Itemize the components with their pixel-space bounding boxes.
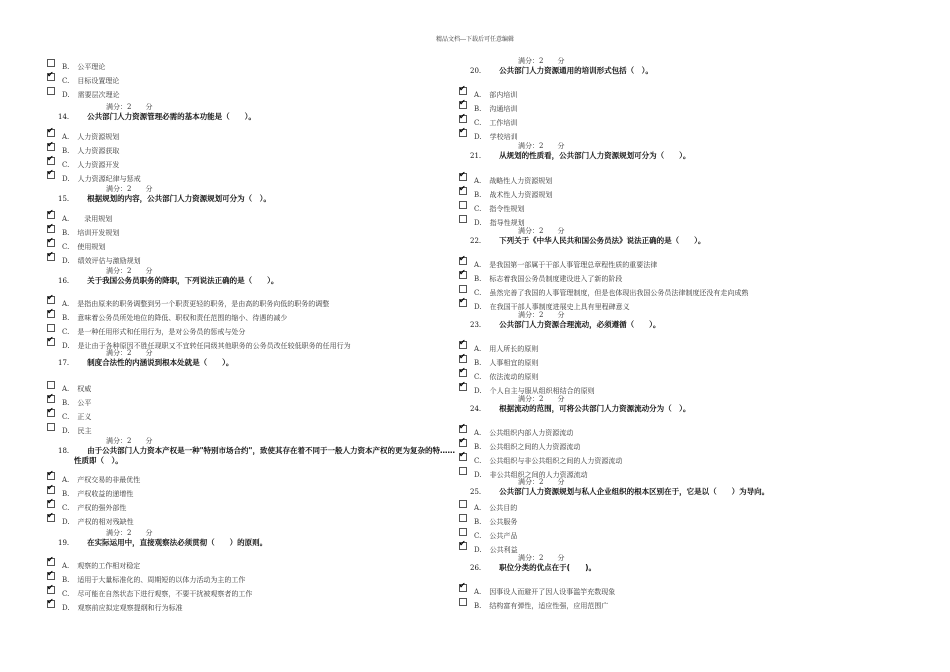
option-text: 公共服务 bbox=[489, 518, 518, 526]
option-text: 公共组织内部人力资源流动 bbox=[489, 429, 574, 437]
option-checkbox[interactable] bbox=[459, 215, 467, 223]
option-line bbox=[62, 160, 119, 170]
option-checkbox[interactable] bbox=[47, 409, 55, 417]
option-text: 虽然完善了我国的人事管理制度，但是也体现出我国公务员法律制度还没有走向成熟 bbox=[489, 289, 749, 297]
option-line bbox=[62, 398, 91, 408]
option-text: 沟通培训 bbox=[489, 105, 518, 113]
option-line bbox=[474, 118, 517, 128]
option-checkbox[interactable] bbox=[47, 73, 55, 81]
option-letter: C. bbox=[474, 457, 482, 465]
option-text: 指令性规划 bbox=[489, 205, 525, 213]
option-letter: C. bbox=[62, 504, 70, 512]
option-line bbox=[62, 214, 112, 224]
score-label: 满分：2 分 bbox=[106, 437, 153, 445]
option-line bbox=[62, 384, 91, 394]
option-line bbox=[62, 228, 119, 238]
score-label: 满分：2 分 bbox=[518, 395, 565, 403]
score-label: 满分：2 分 bbox=[106, 529, 153, 537]
option-letter: D. bbox=[62, 175, 70, 183]
question-number: 26. bbox=[470, 564, 482, 572]
option-text: 民主 bbox=[77, 427, 92, 435]
option-line bbox=[62, 62, 105, 72]
option-line bbox=[474, 90, 517, 100]
option-letter: C. bbox=[62, 161, 70, 169]
option-checkbox[interactable] bbox=[47, 381, 55, 389]
question-title bbox=[470, 320, 660, 330]
option-line bbox=[62, 489, 133, 499]
option-text: 适用于大量标准化的、周期短的以体力活动为主的工作 bbox=[77, 576, 246, 584]
option-checkbox[interactable] bbox=[47, 59, 55, 67]
option-line bbox=[62, 256, 141, 266]
question-text-continued: 性质即（ ）。 bbox=[74, 456, 123, 465]
question-title bbox=[58, 538, 267, 548]
option-line bbox=[474, 344, 538, 354]
option-line bbox=[62, 426, 92, 436]
option-letter: D. bbox=[62, 257, 70, 265]
option-line bbox=[474, 503, 517, 513]
option-letter: A. bbox=[474, 177, 482, 185]
option-line bbox=[474, 442, 580, 452]
option-text: 因事设人而避开了因人设事滥竽充数现象 bbox=[489, 588, 616, 596]
option-text: 工作培训 bbox=[489, 119, 518, 127]
option-line bbox=[474, 104, 517, 114]
question-text: 公共部门人力资源合理流动，必须遵循（ ）。 bbox=[499, 320, 661, 329]
option-line bbox=[474, 132, 518, 142]
option-text: 是指由原来的职务调整到另一个职责更轻的职务，是由高的职务向低的职务的调整 bbox=[77, 300, 330, 308]
option-line bbox=[62, 146, 119, 156]
option-checkbox[interactable] bbox=[47, 472, 55, 480]
option-letter: C. bbox=[62, 413, 70, 421]
option-checkbox[interactable] bbox=[459, 453, 467, 461]
question-number: 17. bbox=[58, 359, 70, 367]
question-text: 根据流动的范围，可将公共部门人力资源流动分为（ ）。 bbox=[499, 404, 691, 413]
question-title bbox=[58, 112, 256, 122]
option-letter: C. bbox=[474, 289, 482, 297]
option-checkbox[interactable] bbox=[459, 369, 467, 377]
option-line bbox=[62, 503, 126, 513]
option-checkbox[interactable] bbox=[47, 157, 55, 165]
option-text: 部内培训 bbox=[489, 91, 518, 99]
option-text: 结构富有弹性，适应性强，应用范围广 bbox=[489, 602, 609, 610]
question-number: 21. bbox=[470, 152, 482, 160]
question-number: 20. bbox=[470, 67, 482, 75]
option-checkbox[interactable] bbox=[459, 341, 467, 349]
option-text: 战术性人力资源规划 bbox=[489, 191, 553, 199]
question-title bbox=[470, 151, 690, 161]
question-title bbox=[58, 446, 455, 456]
option-checkbox[interactable] bbox=[47, 338, 55, 346]
option-letter: D. bbox=[474, 471, 482, 479]
option-letter: C. bbox=[474, 373, 482, 381]
option-line bbox=[474, 428, 573, 438]
option-letter: B. bbox=[474, 359, 482, 367]
option-checkbox[interactable] bbox=[459, 299, 467, 307]
option-letter: B. bbox=[62, 63, 70, 71]
option-checkbox[interactable] bbox=[47, 486, 55, 494]
option-checkbox[interactable] bbox=[459, 542, 467, 550]
option-line bbox=[62, 589, 252, 599]
option-checkbox[interactable] bbox=[47, 310, 55, 318]
option-text: 是让由于各种原因不胜任现职又不宜转任同级其他职务的公务员改任较低职务的任用行为 bbox=[77, 342, 351, 350]
option-text: 非公共组织之间的人力资源流动 bbox=[489, 471, 588, 479]
question-number: 19. bbox=[58, 539, 70, 547]
option-line bbox=[474, 288, 748, 298]
option-checkbox[interactable] bbox=[459, 439, 467, 447]
option-line bbox=[474, 260, 657, 270]
option-line bbox=[474, 545, 518, 555]
option-checkbox[interactable] bbox=[459, 257, 467, 265]
score-label: 满分：2 分 bbox=[518, 57, 565, 65]
option-line bbox=[62, 575, 245, 585]
option-text: 战略性人力资源规划 bbox=[489, 177, 553, 185]
option-line bbox=[62, 299, 329, 309]
option-text: 观察前应拟定观察提纲和行为标准 bbox=[77, 604, 183, 612]
option-line bbox=[62, 242, 105, 252]
option-letter: B. bbox=[62, 229, 70, 237]
question-text: 从规划的性质看，公共部门人力资源规划可分为（ ）。 bbox=[499, 151, 691, 160]
option-letter: A. bbox=[62, 300, 70, 308]
option-text: 正义 bbox=[77, 413, 92, 421]
option-letter: B. bbox=[62, 147, 70, 155]
option-checkbox[interactable] bbox=[459, 355, 467, 363]
question-title bbox=[470, 66, 653, 76]
option-letter: B. bbox=[474, 105, 482, 113]
option-line bbox=[62, 90, 120, 100]
option-text: 人力资源规划 bbox=[77, 133, 120, 141]
option-line bbox=[62, 174, 141, 184]
option-text: 产权的相对残缺性 bbox=[77, 518, 134, 526]
option-line bbox=[62, 475, 140, 485]
option-letter: D. bbox=[474, 133, 482, 141]
question-title bbox=[58, 194, 271, 204]
option-letter: D. bbox=[62, 342, 70, 350]
option-letter: A. bbox=[474, 261, 482, 269]
score-label: 满分：2 分 bbox=[518, 142, 565, 150]
option-text: 培训开发规划 bbox=[77, 229, 120, 237]
option-text: 公平 bbox=[77, 399, 92, 407]
option-letter: B. bbox=[474, 518, 482, 526]
option-text: 人事相宜的原则 bbox=[489, 359, 539, 367]
option-line bbox=[62, 517, 134, 527]
option-line bbox=[474, 204, 524, 214]
option-letter: C. bbox=[62, 590, 70, 598]
option-letter: D. bbox=[62, 91, 70, 99]
option-line bbox=[62, 76, 119, 86]
option-letter: D. bbox=[62, 427, 70, 435]
option-text: 公平理论 bbox=[77, 63, 106, 71]
option-text: 是我国第一部属于干部人事管理总章程性质的重要法律 bbox=[489, 261, 658, 269]
question-text: 关于我国公务员职务的降职，下列说法正确的是（ ）。 bbox=[87, 276, 279, 285]
option-text: 绩效评估与激励规划 bbox=[77, 257, 141, 265]
option-letter: B. bbox=[62, 314, 70, 322]
option-letter: C. bbox=[474, 532, 482, 540]
option-line bbox=[474, 587, 615, 597]
option-checkbox[interactable] bbox=[47, 423, 55, 431]
option-checkbox[interactable] bbox=[47, 143, 55, 151]
option-text: 公共产品 bbox=[489, 532, 518, 540]
option-line bbox=[474, 601, 608, 611]
option-checkbox[interactable] bbox=[47, 600, 55, 608]
question-text: 由于公共部门人力资本产权是一种"特别市场合约"，致使其存在着不同于一般人力资本产权的更为复杂的特…… bbox=[87, 446, 455, 455]
option-letter: B. bbox=[474, 443, 482, 451]
score-label: 满分：2 分 bbox=[518, 311, 565, 319]
option-text: 公共组织之间的人力资源流动 bbox=[489, 443, 581, 451]
option-checkbox[interactable] bbox=[459, 271, 467, 279]
option-letter: B. bbox=[474, 602, 482, 610]
option-text: 在我国干部人事制度进展史上具有里程碑意义 bbox=[489, 303, 630, 311]
option-text: 意味着公务员所处地位的降低、职权和责任范围的缩小、待遇的减少 bbox=[77, 314, 288, 322]
option-letter: B. bbox=[62, 576, 70, 584]
question-text: 公共部门人力资源管理必需的基本功能是（ ）。 bbox=[87, 112, 256, 121]
question-title bbox=[58, 276, 278, 286]
question-number: 18. bbox=[58, 447, 70, 455]
option-letter: C. bbox=[474, 119, 482, 127]
option-letter: C. bbox=[474, 205, 482, 213]
option-line bbox=[474, 372, 538, 382]
option-letter: A. bbox=[62, 562, 70, 570]
question-title bbox=[470, 563, 596, 573]
option-letter: A. bbox=[474, 345, 482, 353]
score-label: 满分：2 分 bbox=[106, 103, 153, 111]
option-text: 录用规划 bbox=[77, 215, 113, 223]
option-checkbox[interactable] bbox=[459, 129, 467, 137]
option-text: 人力资源获取 bbox=[77, 147, 120, 155]
option-text: 标志着我国公务员制度建设进入了新的阶段 bbox=[489, 275, 623, 283]
option-letter: D. bbox=[474, 546, 482, 554]
question-text: 下列关于《中华人民共和国公务员法》说法正确的是（ ）。 bbox=[499, 236, 706, 245]
option-checkbox[interactable] bbox=[47, 171, 55, 179]
option-text: 权威 bbox=[77, 385, 92, 393]
option-checkbox[interactable] bbox=[459, 173, 467, 181]
option-line bbox=[474, 517, 517, 527]
option-checkbox[interactable] bbox=[47, 586, 55, 594]
option-letter: A. bbox=[62, 133, 70, 141]
option-line bbox=[62, 603, 183, 613]
option-checkbox[interactable] bbox=[47, 87, 55, 95]
option-line bbox=[62, 412, 91, 422]
option-checkbox[interactable] bbox=[47, 572, 55, 580]
option-text: 产权的强外部性 bbox=[77, 504, 127, 512]
option-line bbox=[474, 218, 525, 228]
option-text: 产权收益的递增性 bbox=[77, 490, 134, 498]
option-text: 个人自主与服从组织相结合的原则 bbox=[489, 387, 595, 395]
question-text: 公共部门人力资源通用的培训形式包括（ ）。 bbox=[499, 66, 653, 75]
question-number: 15. bbox=[58, 195, 70, 203]
question-title bbox=[470, 236, 705, 246]
option-line bbox=[62, 561, 140, 571]
score-label: 满分：2 分 bbox=[518, 478, 565, 486]
option-letter: C. bbox=[62, 328, 70, 336]
option-letter: B. bbox=[62, 399, 70, 407]
option-checkbox[interactable] bbox=[47, 211, 55, 219]
option-text: 使用规划 bbox=[77, 243, 106, 251]
option-letter: A. bbox=[474, 91, 482, 99]
option-checkbox[interactable] bbox=[459, 514, 467, 522]
option-letter: A. bbox=[474, 504, 482, 512]
option-letter: A. bbox=[474, 429, 482, 437]
option-line bbox=[474, 456, 622, 466]
question-number: 24. bbox=[470, 405, 482, 413]
question-number: 23. bbox=[470, 321, 482, 329]
page-header-note: 精品文档---下载后可任意编辑 bbox=[435, 36, 515, 43]
option-checkbox[interactable] bbox=[459, 528, 467, 536]
question-text: 根据规划的内容，公共部门人力资源规划可分为（ ）。 bbox=[87, 194, 271, 203]
option-checkbox[interactable] bbox=[459, 425, 467, 433]
option-letter: B. bbox=[474, 191, 482, 199]
option-text: 指导性规划 bbox=[489, 219, 525, 227]
option-line bbox=[474, 176, 552, 186]
option-text: 人力资源纪律与惩戒 bbox=[77, 175, 141, 183]
option-text: 目标设置理论 bbox=[77, 77, 120, 85]
score-label: 满分：2 分 bbox=[518, 554, 565, 562]
option-checkbox[interactable] bbox=[47, 296, 55, 304]
option-text: 公共利益 bbox=[489, 546, 518, 554]
option-letter: A. bbox=[474, 588, 482, 596]
option-letter: B. bbox=[62, 490, 70, 498]
score-label: 满分：2 分 bbox=[106, 185, 153, 193]
option-letter: D. bbox=[474, 303, 482, 311]
question-text: 制度合法性的内涵说到根本处就是（ ）。 bbox=[87, 358, 234, 367]
option-checkbox[interactable] bbox=[47, 253, 55, 261]
option-line bbox=[474, 274, 622, 284]
question-title bbox=[58, 358, 233, 368]
option-checkbox[interactable] bbox=[459, 285, 467, 293]
question-number: 14. bbox=[58, 113, 70, 121]
option-checkbox[interactable] bbox=[459, 598, 467, 606]
question-title bbox=[470, 404, 690, 414]
option-checkbox[interactable] bbox=[459, 383, 467, 391]
score-label: 满分：2 分 bbox=[106, 349, 153, 357]
option-text: 用人所长的原则 bbox=[489, 345, 539, 353]
option-checkbox[interactable] bbox=[459, 87, 467, 95]
option-checkbox[interactable] bbox=[47, 395, 55, 403]
option-checkbox[interactable] bbox=[459, 584, 467, 592]
option-letter: C. bbox=[62, 243, 70, 251]
option-checkbox[interactable] bbox=[47, 324, 55, 332]
option-letter: D. bbox=[474, 387, 482, 395]
option-checkbox[interactable] bbox=[47, 129, 55, 137]
option-text: 产权交易的非最优性 bbox=[77, 476, 141, 484]
option-checkbox[interactable] bbox=[47, 558, 55, 566]
option-text: 是一种任用形式和任用行为，是对公务员的惩戒与处分 bbox=[77, 328, 246, 336]
question-number: 25. bbox=[470, 488, 482, 496]
option-text: 人力资源开发 bbox=[77, 161, 120, 169]
question-text: 在实际运用中，直接观察法必须贯彻（ ）的原则。 bbox=[87, 538, 268, 547]
option-letter: C. bbox=[62, 77, 70, 85]
question-text: 职位分类的优点在于( )。 bbox=[499, 563, 596, 572]
option-line bbox=[474, 358, 538, 368]
option-text: 尽可能在自然状态下进行观察，不要干扰被观察者的工作 bbox=[77, 590, 253, 598]
option-checkbox[interactable] bbox=[459, 115, 467, 123]
option-text: 公共组织与非公共组织之间的人力资源流动 bbox=[489, 457, 623, 465]
option-checkbox[interactable] bbox=[47, 514, 55, 522]
option-letter: A. bbox=[62, 385, 70, 393]
option-text: 公共目的 bbox=[489, 504, 518, 512]
option-checkbox[interactable] bbox=[459, 500, 467, 508]
option-checkbox[interactable] bbox=[459, 187, 467, 195]
option-letter: A. bbox=[62, 476, 70, 484]
option-line bbox=[62, 132, 119, 142]
option-text: 需要层次理论 bbox=[77, 91, 120, 99]
option-checkbox[interactable] bbox=[47, 239, 55, 247]
option-line bbox=[62, 327, 245, 337]
option-letter: D. bbox=[62, 518, 70, 526]
option-text: 观察的工作相对稳定 bbox=[77, 562, 141, 570]
option-line bbox=[62, 313, 287, 323]
question-text: 公共部门人力资源规划与私人企业组织的根本区别在于，它是以（ ）为导向。 bbox=[499, 487, 770, 496]
question-number: 22. bbox=[470, 237, 482, 245]
option-checkbox[interactable] bbox=[47, 225, 55, 233]
option-checkbox[interactable] bbox=[459, 101, 467, 109]
question-number: 16. bbox=[58, 277, 70, 285]
option-checkbox[interactable] bbox=[47, 500, 55, 508]
option-letter: D. bbox=[474, 219, 482, 227]
option-text: 学校培训 bbox=[489, 133, 518, 141]
score-label: 满分：2 分 bbox=[106, 267, 153, 275]
option-checkbox[interactable] bbox=[459, 201, 467, 209]
option-text: 依法流动的原则 bbox=[489, 373, 539, 381]
option-letter: B. bbox=[474, 275, 482, 283]
option-line bbox=[474, 190, 552, 200]
question-title bbox=[470, 487, 769, 497]
option-letter: D. bbox=[62, 604, 70, 612]
option-line bbox=[474, 531, 517, 541]
option-checkbox[interactable] bbox=[459, 467, 467, 475]
score-label: 满分：2 分 bbox=[518, 227, 565, 235]
option-letter: A. bbox=[62, 215, 70, 223]
